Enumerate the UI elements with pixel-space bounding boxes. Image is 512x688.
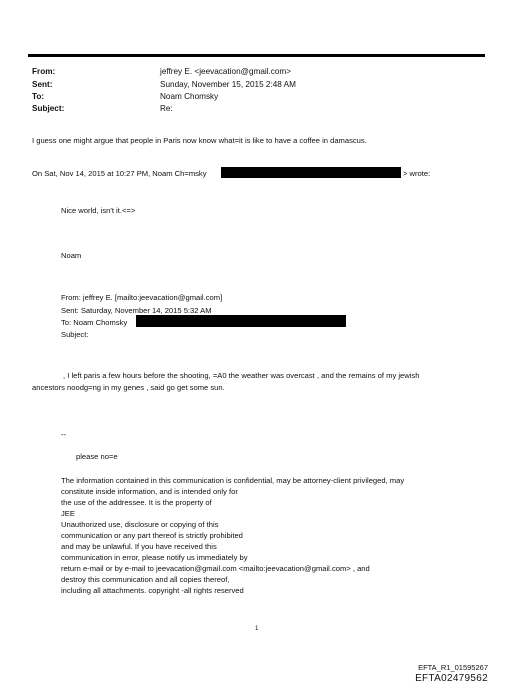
quoted-text: Nice world, isn't it.<=>	[61, 206, 136, 215]
sent-value: Sunday, November 15, 2015 2:48 AM	[160, 80, 296, 89]
forwarded-subject: Subject:	[61, 330, 89, 339]
from-value: jeffrey E. <jeevacation@gmail.com>	[160, 67, 292, 76]
subject-label: Subject:	[32, 104, 65, 113]
to-label: To:	[32, 92, 45, 101]
disclaimer-line: and may be unlawful. If you have received this	[61, 542, 217, 551]
disclaimer-line: communication in error, please notify us immediately by	[61, 553, 248, 562]
message-line: ancestors noodg=ng in my genes , said go get some sun.	[32, 383, 225, 392]
disclaimer-line: return e-mail or by e-mail to jeevacation@gmail.com <mailto:jeevacation@gmail.com> , and	[61, 564, 370, 573]
from-label: From:	[32, 67, 56, 76]
disclaimer-line: communication or any part thereof is strictly prohibited	[61, 531, 243, 540]
redaction-box	[136, 315, 346, 327]
quote-intro-before: On Sat, Nov 14, 2015 at 10:27 PM, Noam Ch=msky	[32, 169, 207, 178]
quoted-signature: Noam	[61, 251, 82, 260]
to-value: Noam Chomsky	[160, 92, 219, 101]
forwarded-to: To: Noam Chomsky	[61, 318, 128, 327]
disclaimer-line: including all attachments. copyright -all rights reserved	[61, 586, 244, 595]
sent-label: Sent:	[32, 80, 53, 89]
quote-intro-after: > wrote:	[403, 169, 431, 178]
forwarded-sent: Sent: Saturday, November 14, 2015 5:32 AM	[61, 306, 212, 315]
disclaimer-line: JEE	[61, 509, 75, 518]
page-number: 1	[255, 626, 259, 632]
disclaimer-line: constitute inside information, and is intended only for	[61, 487, 238, 496]
message-line: , I left paris a few hours before the shooting, =A0 the weather was overcast , and the remains of my jewish	[63, 371, 420, 380]
disclaimer-line: the use of the addressee. It is the property of	[61, 498, 212, 507]
efta-stamp-r1: EFTA_R1_01595267	[418, 663, 488, 672]
forwarded-from: From: jeffrey E. [mailto:jeevacation@gmail.com]	[61, 293, 223, 302]
disclaimer-line: The information contained in this communication is confidential, may be attorney-client privileged, may	[61, 476, 405, 485]
please-note: please no=e	[76, 452, 118, 461]
disclaimer-line: destroy this communication and all copies thereof,	[61, 575, 230, 584]
redaction-box	[221, 167, 401, 178]
header-rule	[28, 54, 485, 57]
signature-dashes: --	[61, 430, 67, 439]
efta-stamp: EFTA02479562	[415, 673, 488, 684]
disclaimer-line: Unauthorized use, disclosure or copying of this	[61, 520, 219, 529]
subject-value: Re:	[160, 104, 173, 113]
body-line: I guess one might argue that people in Paris now know what=it is like to have a coffee in damascus.	[32, 136, 367, 145]
